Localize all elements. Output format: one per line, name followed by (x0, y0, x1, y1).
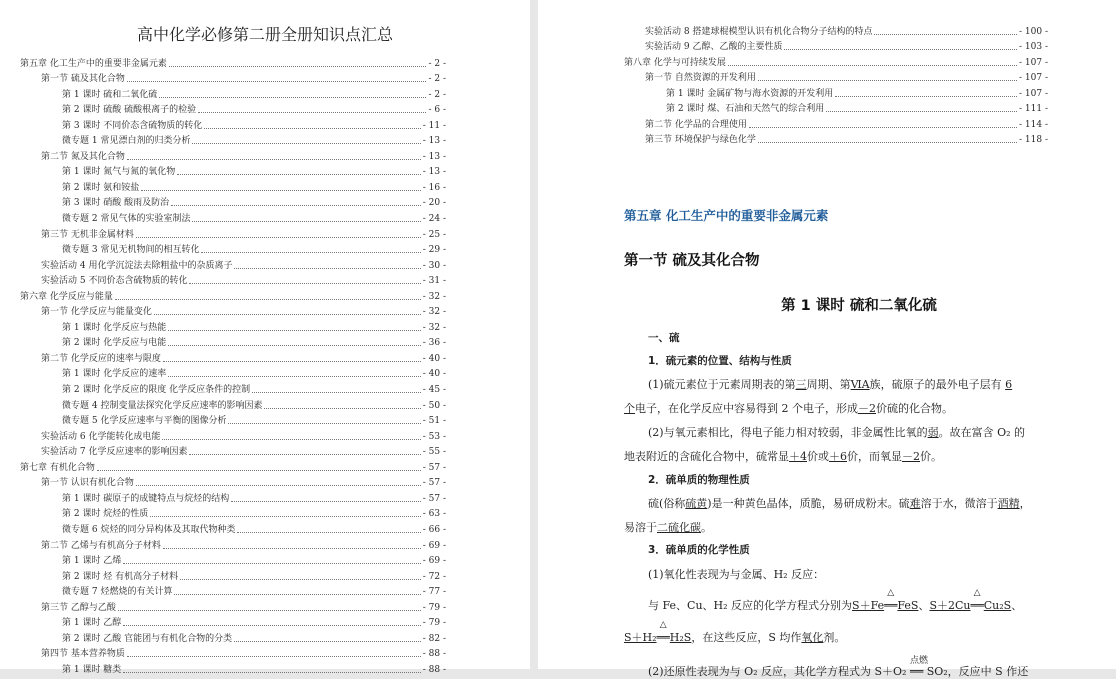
heat-symbol: △ (887, 588, 895, 598)
toc-leader-dots (758, 142, 1017, 143)
toc-entry-label: 第 1 课时 乙醇 (62, 618, 122, 629)
toc-entry-label: 第二节 乙烯与有机高分子材料 (41, 540, 161, 551)
toc-leader-dots (127, 159, 421, 160)
ignite-label: 点燃 (910, 656, 929, 666)
toc-entry-page: - 88 - (422, 664, 446, 675)
toc-entry-label: 实验活动 6 化学能转化成电能 (41, 431, 161, 442)
toc-entry-label: 第 2 课时 化学反应与电能 (62, 338, 167, 349)
toc-entry-label: 第一节 认识有机化合物 (41, 478, 134, 489)
toc-entry-page: - 2 - (428, 89, 446, 100)
toc-entry[interactable] (20, 365, 446, 381)
toc-entry[interactable] (20, 427, 446, 443)
toc-leader-dots (201, 252, 420, 253)
toc-entry[interactable] (20, 614, 446, 630)
toc-entry-page: - 50 - (422, 400, 446, 411)
toc-entry-label: 第 1 课时 氮气与氮的氧化物 (62, 167, 176, 178)
toc-entry-label: 第 1 课时 化学反应的速率 (62, 369, 167, 380)
toc-entry-label: 微专题 7 烃燃烧的有关计算 (62, 587, 173, 598)
toc-entry[interactable] (20, 101, 446, 117)
toc-entry[interactable] (20, 209, 446, 225)
page-gutter (530, 0, 538, 669)
toc-entry-label: 实验活动 8 搭建球棍模型认识有机化合物分子结构的特点 (645, 26, 873, 37)
toc-entry-label: 微专题 6 烷烃的同分异构体及其取代物种类 (62, 524, 236, 535)
toc-leader-dots (826, 111, 1017, 112)
toc-entry-label: 微专题 2 常见气体的实验室制法 (62, 214, 191, 225)
blank-answer: 酒精 (997, 497, 1020, 510)
toc-entry-page: - 57 - (422, 478, 446, 489)
toc-leader-dots (749, 127, 1017, 128)
toc-entry-page: - 51 - (422, 416, 446, 427)
toc-entry-page: - 24 - (422, 214, 446, 225)
toc-leader-dots (118, 610, 421, 611)
toc-entry-page: - 118 - (1019, 135, 1048, 146)
toc-leader-dots (728, 65, 1017, 66)
toc-entry-page: - 36 - (422, 338, 446, 349)
toc-leader-dots (150, 516, 420, 517)
toc-leader-dots (136, 237, 421, 238)
toc-entry-label: 第 1 课时 金属矿物与海水资源的开发利用 (666, 88, 834, 99)
toc-leader-dots (874, 34, 1017, 35)
toc-leader-dots (163, 361, 421, 362)
toc-leader-dots (177, 174, 420, 175)
toc-leader-dots (180, 579, 421, 580)
equation-line: 与 Fe、Cu、H₂ 反应的化学方程式分别为S＋Fe △ ══FeS、S＋2Cu △ ══Cu₂S、 (648, 588, 1023, 612)
equation: S＋2Cu △ ══Cu₂S (929, 588, 1012, 612)
toc-entry[interactable] (20, 303, 446, 319)
subheading-position: 1．硫元素的位置、结构与性质 (648, 355, 792, 367)
toc-leader-dots (171, 205, 421, 206)
toc-entry[interactable] (20, 147, 446, 163)
toc-entry-label: 第 2 课时 硫酸 硫酸根离子的检验 (62, 105, 197, 116)
toc-entry-page: - 55 - (422, 447, 446, 458)
toc-leader-dots (169, 66, 427, 67)
toc-entry[interactable] (20, 536, 446, 552)
toc-entry-page: - 79 - (422, 618, 446, 629)
toc-entry-page: - 13 - (422, 167, 446, 178)
toc-leader-dots (174, 594, 420, 595)
toc-leader-dots (189, 454, 420, 455)
paragraph-line: (1)氧化性表现为与金属、H₂ 反应： (648, 568, 825, 581)
section-heading: 第一节 硫及其化合物 (624, 253, 760, 269)
paragraph-line: 硫(俗称硫黄)是一种黄色晶体，质脆，易研成粉末。硫难溶于水，微溶于酒精， (648, 497, 1031, 510)
paragraph-line: (2)与氧元素相比，得电子能力相对较弱，非金属性比氧的弱。故在富含 O₂ 的 (648, 426, 1026, 439)
toc-entry-label: 第五章 化工生产中的重要非金属元素 (20, 58, 167, 69)
left-page (0, 0, 530, 675)
toc-leader-dots (192, 143, 420, 144)
paragraph-line: (1)硫元素位于元素周期表的第三周期、第ⅥA族，硫原子的最外电子层有 6 (648, 378, 1013, 391)
toc-entry-page: - 103 - (1019, 42, 1048, 53)
toc-entry-label: 第二节 化学品的合理使用 (645, 119, 747, 130)
toc-entry[interactable] (624, 53, 1048, 69)
toc-entry-label: 第一节 化学反应与能量变化 (41, 307, 152, 318)
toc-entry[interactable] (20, 396, 446, 412)
toc-entry[interactable] (20, 85, 446, 101)
toc-entry[interactable] (20, 225, 446, 241)
toc-entry[interactable] (624, 100, 1048, 116)
toc-leader-dots (231, 501, 420, 502)
heat-symbol: △ (659, 620, 667, 630)
toc-leader-dots (252, 392, 421, 393)
toc-entry-label: 第 2 课时 煤、石油和天然气的综合利用 (666, 104, 825, 115)
toc-entry-label: 第 1 课时 糖类 (62, 664, 122, 675)
toc-leader-dots (168, 330, 420, 331)
blank-answer: 弱 (927, 426, 939, 439)
toc-entry[interactable] (20, 567, 446, 583)
toc-entry-page: - 82 - (422, 633, 446, 644)
toc-leader-dots (168, 376, 420, 377)
toc-entry-label: 第三节 乙醇与乙酸 (41, 602, 116, 613)
toc-entry-page: - 32 - (422, 322, 446, 333)
toc-entry-label: 第六章 化学反应与能量 (20, 291, 113, 302)
toc-entry-label: 微专题 5 化学反应速率与平衡的图像分析 (62, 416, 227, 427)
toc-entry-label: 微专题 3 常见无机物间的相互转化 (62, 245, 200, 256)
table-of-contents-continued (624, 22, 1048, 146)
toc-entry-label: 第一节 硫及其化合物 (41, 74, 125, 85)
toc-leader-dots (162, 439, 420, 440)
toc-entry[interactable] (624, 131, 1048, 147)
toc-entry-label: 第 1 课时 硫和二氧化硫 (62, 89, 158, 100)
blank-answer: －2 (902, 450, 920, 463)
blank-answer: 难 (909, 497, 921, 510)
toc-leader-dots (154, 314, 421, 315)
toc-entry-page: - 69 - (422, 540, 446, 551)
toc-leader-dots (123, 672, 420, 673)
toc-leader-dots (123, 563, 420, 564)
toc-entry[interactable] (624, 84, 1048, 100)
toc-entry-page: - 69 - (422, 556, 446, 567)
toc-entry-label: 实验活动 9 乙醇、乙酸的主要性质 (645, 42, 783, 53)
subheading-chemical: 3．硫单质的化学性质 (648, 544, 750, 556)
toc-entry-label: 第二节 氮及其化合物 (41, 151, 125, 162)
blank-answer: 硫黄 (685, 497, 708, 510)
toc-entry-label: 第 2 课时 乙酸 官能团与有机化合物的分类 (62, 633, 233, 644)
chapter-heading: 第五章 化工生产中的重要非金属元素 (624, 208, 829, 223)
toc-entry-label: 微专题 1 常见漂白剂的归类分析 (62, 136, 191, 147)
lesson-heading: 第 1 课时 硫和二氧化硫 (781, 298, 937, 314)
heat-symbol: △ (973, 588, 981, 598)
toc-leader-dots (159, 97, 426, 98)
toc-leader-dots (835, 96, 1017, 97)
toc-entry-page: - 79 - (422, 602, 446, 613)
toc-entry[interactable] (20, 583, 446, 599)
toc-entry-page: - 107 - (1019, 88, 1048, 99)
toc-entry[interactable] (20, 334, 446, 350)
toc-entry[interactable] (20, 645, 446, 661)
toc-entry[interactable] (20, 489, 446, 505)
toc-entry[interactable] (20, 412, 446, 428)
toc-entry-page: - 40 - (422, 369, 446, 380)
toc-entry-label: 第 1 课时 乙烯 (62, 556, 122, 567)
toc-entry-label: 第四节 基本营养物质 (41, 649, 125, 660)
equation: S＋H₂ △ ══H₂S (624, 620, 692, 644)
document-title: 高中化学必修第二册全册知识点汇总 (136, 25, 393, 44)
blank-answer: 二硫化碳 (657, 521, 701, 534)
blank-answer: ＋6 (829, 450, 847, 463)
toc-entry-page: - 40 - (422, 353, 446, 364)
table-of-contents (20, 54, 446, 676)
toc-entry-page: - 30 - (422, 260, 446, 271)
toc-entry-page: - 66 - (422, 524, 446, 535)
toc-entry-label: 第 2 课时 烃 有机高分子材料 (62, 571, 179, 582)
toc-entry[interactable] (20, 178, 446, 194)
toc-entry[interactable] (20, 629, 446, 645)
toc-entry[interactable] (20, 552, 446, 568)
toc-entry-page: - 53 - (422, 431, 446, 442)
toc-entry-page: - 29 - (422, 245, 446, 256)
toc-entry-label: 第七章 有机化合物 (20, 462, 95, 473)
toc-leader-dots (97, 470, 421, 471)
toc-entry-page: - 32 - (422, 307, 446, 318)
toc-entry-page: - 100 - (1019, 26, 1048, 37)
toc-entry-page: - 57 - (422, 462, 446, 473)
toc-entry-label: 实验活动 7 化学反应速率的影响因素 (41, 447, 188, 458)
toc-leader-dots (234, 268, 420, 269)
toc-leader-dots (123, 625, 420, 626)
toc-entry-page: - 107 - (1019, 73, 1048, 84)
toc-leader-dots (163, 548, 421, 549)
toc-entry-page: - 107 - (1019, 57, 1048, 68)
toc-leader-dots (234, 641, 421, 642)
toc-entry-page: - 111 - (1019, 104, 1048, 115)
paragraph-line: 地表附近的含硫化合物中，硫常显＋4价或＋6价，而氧显－2价。 (624, 450, 942, 463)
toc-leader-dots (168, 345, 420, 346)
toc-entry-label: 第 2 课时 化学反应的限度 化学反应条件的控制 (62, 385, 251, 396)
toc-entry[interactable] (20, 116, 446, 132)
toc-entry-label: 第三节 环境保护与绿色化学 (645, 135, 756, 146)
blank-answer: －2 (858, 402, 876, 415)
toc-entry[interactable] (20, 163, 446, 179)
toc-leader-dots (192, 221, 420, 222)
toc-entry-page: - 16 - (422, 182, 446, 193)
toc-entry[interactable] (624, 38, 1048, 54)
blank-answer: 氧化 (801, 631, 824, 644)
toc-entry-page: - 77 - (422, 587, 446, 598)
toc-leader-dots (758, 80, 1017, 81)
blank-answer: ＋4 (789, 450, 807, 463)
toc-entry-label: 第 2 课时 氨和铵盐 (62, 182, 140, 193)
toc-entry[interactable] (20, 132, 446, 148)
right-page (538, 0, 1116, 678)
toc-entry[interactable] (624, 69, 1048, 85)
toc-leader-dots (198, 112, 426, 113)
toc-leader-dots (127, 656, 421, 657)
paragraph-line: 易溶于二硫化碳。 (624, 521, 712, 534)
toc-entry[interactable] (20, 70, 446, 86)
equation-line: S＋H₂ △ ══H₂S，在这些反应，S 均作氧化剂。 (624, 620, 846, 644)
toc-entry-page: - 11 - (422, 120, 446, 131)
blank-answer: ⅥA (850, 378, 870, 391)
toc-entry[interactable] (20, 660, 446, 676)
toc-entry-label: 第三节 无机非金属材料 (41, 229, 134, 240)
paragraph-line: 点燃 (2)还原性表现为与 O₂ 反应，其化学方程式为 S＋O₂ ══ SO₂，反应中 S 作还 (648, 663, 1028, 679)
toc-entry[interactable] (624, 115, 1048, 131)
toc-entry-label: 微专题 4 控制变量法探究化学反应速率的影响因素 (62, 400, 263, 411)
toc-entry-label: 实验活动 5 不同价态含硫物质的转化 (41, 276, 188, 287)
toc-entry-page: - 57 - (422, 493, 446, 504)
paragraph-line: 个电子，在化学反应中容易得到 2 个电子，形成－2价硫的化合物。 (624, 402, 953, 415)
toc-entry[interactable] (20, 318, 446, 334)
toc-entry[interactable] (20, 241, 446, 257)
toc-entry-page: - 6 - (428, 105, 446, 116)
toc-leader-dots (141, 190, 420, 191)
toc-entry-page: - 31 - (422, 276, 446, 287)
toc-entry-label: 第八章 化学与可持续发展 (624, 57, 726, 68)
blank-answer: 6 (1005, 378, 1013, 391)
toc-entry-page: - 45 - (422, 385, 446, 396)
toc-leader-dots (115, 299, 421, 300)
toc-entry-page: - 25 - (422, 229, 446, 240)
toc-entry[interactable] (20, 520, 446, 536)
toc-entry-page: - 32 - (422, 291, 446, 302)
toc-entry-page: - 63 - (422, 509, 446, 520)
toc-entry[interactable] (624, 22, 1048, 38)
toc-entry-label: 第 1 课时 碳原子的成键特点与烷烃的结构 (62, 493, 230, 504)
toc-leader-dots (228, 423, 420, 424)
toc-entry-page: - 13 - (422, 151, 446, 162)
toc-entry-label: 实验活动 4 用化学沉淀法去除粗盐中的杂质离子 (41, 260, 233, 271)
equation: S＋Fe △ ══FeS (852, 588, 919, 612)
toc-entry[interactable] (20, 349, 446, 365)
toc-entry-label: 第二节 化学反应的速率与限度 (41, 353, 161, 364)
toc-entry-page: - 2 - (428, 74, 446, 85)
toc-entry-page: - 72 - (422, 571, 446, 582)
toc-entry[interactable] (20, 443, 446, 459)
toc-entry[interactable] (20, 474, 446, 490)
toc-entry[interactable] (20, 194, 446, 210)
toc-entry[interactable] (20, 380, 446, 396)
toc-entry-page: - 114 - (1019, 119, 1048, 130)
toc-entry-page: - 2 - (428, 58, 446, 69)
toc-entry[interactable] (20, 287, 446, 303)
toc-leader-dots (189, 283, 420, 284)
toc-entry-label: 第一节 自然资源的开发利用 (645, 73, 756, 84)
toc-leader-dots (264, 408, 420, 409)
toc-entry[interactable] (20, 598, 446, 614)
toc-entry-page: - 88 - (422, 649, 446, 660)
toc-entry-label: 第 1 课时 化学反应与热能 (62, 322, 167, 333)
toc-leader-dots (127, 81, 427, 82)
toc-leader-dots (237, 532, 420, 533)
toc-leader-dots (136, 485, 421, 486)
toc-leader-dots (784, 49, 1017, 50)
toc-entry[interactable] (20, 256, 446, 272)
toc-leader-dots (204, 128, 420, 129)
toc-entry-label: 第 3 课时 硝酸 酸雨及防治 (62, 198, 170, 209)
toc-entry-label: 第 2 课时 烷烃的性质 (62, 509, 149, 520)
toc-entry[interactable] (20, 54, 446, 70)
toc-entry[interactable] (20, 458, 446, 474)
subheading-sulfur: 一、硫 (648, 332, 680, 344)
toc-entry-label: 第 3 课时 不同价态含硫物质的转化 (62, 120, 203, 131)
toc-entry-page: - 13 - (422, 136, 446, 147)
blank-answer: 三 (795, 378, 807, 391)
toc-entry-page: - 20 - (422, 198, 446, 209)
subheading-physical: 2．硫单质的物理性质 (648, 474, 750, 486)
blank-answer: 个 (624, 402, 635, 415)
toc-entry[interactable] (20, 505, 446, 521)
toc-entry[interactable] (20, 272, 446, 288)
